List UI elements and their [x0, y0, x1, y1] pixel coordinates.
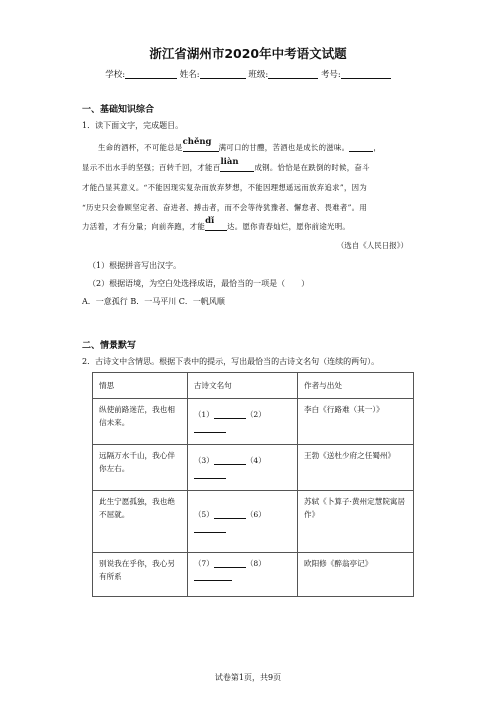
table-row [93, 399, 414, 445]
pinyin-di: dǐ [205, 216, 215, 226]
school-label: 学校: [105, 70, 126, 80]
row-feeling: 此生宁愿孤独，我也绝不屈就。 [93, 491, 188, 553]
row-verse-blanks: （1） （2） [187, 399, 297, 445]
table-row [93, 445, 414, 491]
answer-blank-2[interactable] [194, 423, 226, 433]
choice-options: A．一意孤行 B．一马平川 C．一帆风顺 [82, 297, 225, 306]
row-verse-blanks: （3） （4） [187, 445, 297, 491]
section-1-heading: 一、基础知识综合 [82, 105, 155, 115]
table-header-row [93, 373, 414, 399]
answer-blank-6[interactable] [194, 523, 226, 533]
passage-line-4: “历史只会眷顾坚定者、奋进者、搏击者，而不会等待犹豫者、懈怠者、畏难者”。用 [82, 203, 368, 212]
pinyin-lian: liàn [220, 157, 239, 167]
passage-line-2: 显示不出水手的坚强；百转千回，才能百 liàn 成钢。恰恰是在跌倒的时候，奋斗 [82, 157, 370, 172]
class-blank[interactable] [268, 69, 318, 79]
table-row [93, 491, 414, 553]
name-blank[interactable] [200, 69, 246, 79]
answer-blank-3[interactable] [214, 455, 246, 465]
row-feeling: 远隔万水千山，我心伴你左右。 [93, 445, 188, 491]
answer-blank-8[interactable] [194, 571, 232, 581]
exam-title: 浙江省湖州市2020年中考语文试题 [149, 46, 347, 61]
passage-line-5: 力活着，才有分量；向前奔跑，才能 dǐ 达。愿你青春灿烂，愿你前途光明。 [82, 216, 351, 231]
row-source: 苏轼《卜算子·黄州定慧院寓居作》 [297, 491, 413, 553]
answer-blank-1[interactable] [214, 409, 246, 419]
class-label: 班级: [248, 70, 269, 80]
section-2-heading: 二、情景默写 [82, 341, 137, 351]
header-verse: 古诗文名句 [187, 373, 297, 399]
exam-number-label: 考号: [320, 70, 341, 80]
passage-source: （选自《人民日报》） [336, 241, 408, 250]
subquestion-2: （2）根据语境，为空白处选择成语，最恰当的一项是（ ） [88, 279, 310, 288]
row-verse-blanks: （7） （8） [187, 553, 297, 597]
table-row [93, 553, 414, 597]
header-feeling: 情思 [93, 373, 188, 399]
passage-line-3: 才能凸显其意义。“不能因现实复杂而放弃梦想，不能因理想遥远而放弃追求”，因为 [82, 183, 368, 192]
question-1-stem: 1．读下面文字，完成题目。 [82, 121, 184, 130]
question-2-stem: 2．古诗文中含情思。根据下表中的提示，写出最恰当的古诗文名句（连续的两句）。 [82, 357, 380, 366]
passage-line-1: 生命的酒杯，不可能总是 chěng 满可口的甘醴，苦酒也是成长的滋味。 ， [98, 137, 382, 152]
exam-number-blank[interactable] [341, 69, 391, 79]
row-source: 王勃《送杜少府之任蜀州》 [297, 445, 413, 491]
page-footer: 试卷第1页，共9页 [214, 673, 282, 682]
answer-blank-7[interactable] [214, 558, 246, 568]
pinyin-cheng: chěng [182, 137, 212, 147]
subquestion-1: （1）根据拼音写出汉字。 [88, 261, 182, 270]
row-feeling: 纵使前路迷茫，我也相信未来。 [93, 399, 188, 445]
answer-blank-4[interactable] [194, 469, 226, 479]
row-source: 欧阳修《醉翁亭记》 [297, 553, 413, 597]
row-source: 李白《行路难（其一）》 [297, 399, 413, 445]
blank-idiom-1[interactable] [349, 142, 373, 152]
poetry-table [92, 372, 414, 597]
answer-blank-5[interactable] [214, 509, 246, 519]
school-blank[interactable] [125, 69, 177, 79]
row-feeling: 别说我在乎你，我心另有所系 [93, 553, 188, 597]
header-source: 作者与出处 [297, 373, 413, 399]
name-label: 姓名: [179, 70, 200, 80]
student-info-line [0, 68, 496, 80]
row-verse-blanks: （5） （6） [187, 491, 297, 553]
